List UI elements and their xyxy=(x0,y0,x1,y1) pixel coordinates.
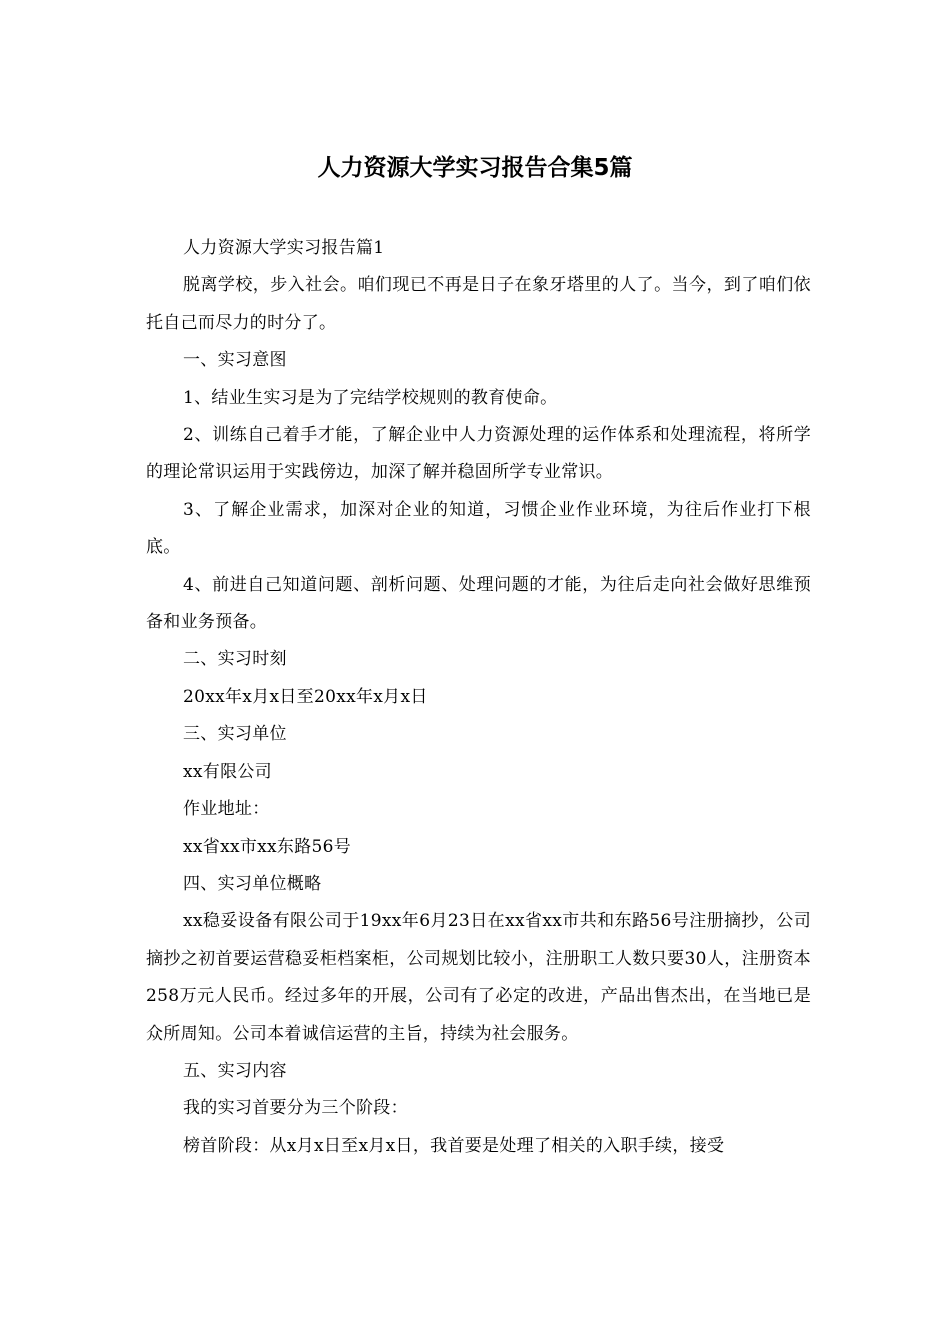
paragraph: xx省xx市xx东路56号 xyxy=(183,836,352,857)
paragraph: 脱离学校，步入社会。咱们现已不再是日子在象牙塔里的人了。当今，到了咱们依托自己而尽力的时分了。 xyxy=(146,275,811,333)
paragraph: 我的实习首要分为三个阶段： xyxy=(183,1098,408,1119)
section-heading: 一、实习意图 xyxy=(183,350,287,371)
section-heading: 三、实习单位 xyxy=(183,724,287,745)
paragraph: 20xx年x月x日至20xx年x月x日 xyxy=(183,686,428,707)
paragraph: 榜首阶段：从x月x日至x月x日，我首要是处理了相关的入职手续，接受 xyxy=(183,1135,725,1156)
document-title: 人力资源大学实习报告合集5篇 xyxy=(317,155,633,181)
section-heading: 四、实习单位概略 xyxy=(183,873,322,894)
section-heading: 二、实习时刻 xyxy=(183,649,287,670)
section-heading: 人力资源大学实习报告篇1 xyxy=(183,238,385,258)
document-body xyxy=(146,230,811,1165)
paragraph: 3、了解企业需求，加深对企业的知道，习惯企业作业环境，为往后作业打下根底。 xyxy=(146,499,811,558)
paragraph: xx稳妥设备有限公司于19xx年6月23日在xx省xx市共和东路56号注册摘抄，公司摘抄之初首要运营稳妥柜档案柜，公司规划比较小，注册职工人数只要30人，注册资本258万元人民币。经过多年的开展，公司有了必定的改进，产品出售杰出，在当地已是众所周知。公司本着诚信运营的主旨，持续为社会服务。 xyxy=(146,911,811,1044)
paragraph: 作业地址： xyxy=(183,799,270,820)
paragraph: xx有限公司 xyxy=(183,761,272,782)
paragraph: 2、训练自己着手才能，了解企业中人力资源处理的运作体系和处理流程，将所学的理论常识运用于实践傍边，加深了解并稳固所学专业常识。 xyxy=(146,425,811,483)
section-heading: 五、实习内容 xyxy=(183,1060,287,1081)
paragraph: 1、结业生实习是为了完结学校规则的教育使命。 xyxy=(183,387,558,408)
paragraph: 4、前进自己知道问题、剖析问题、处理问题的才能，为往后走向社会做好思维预备和业务预备。 xyxy=(146,574,811,633)
